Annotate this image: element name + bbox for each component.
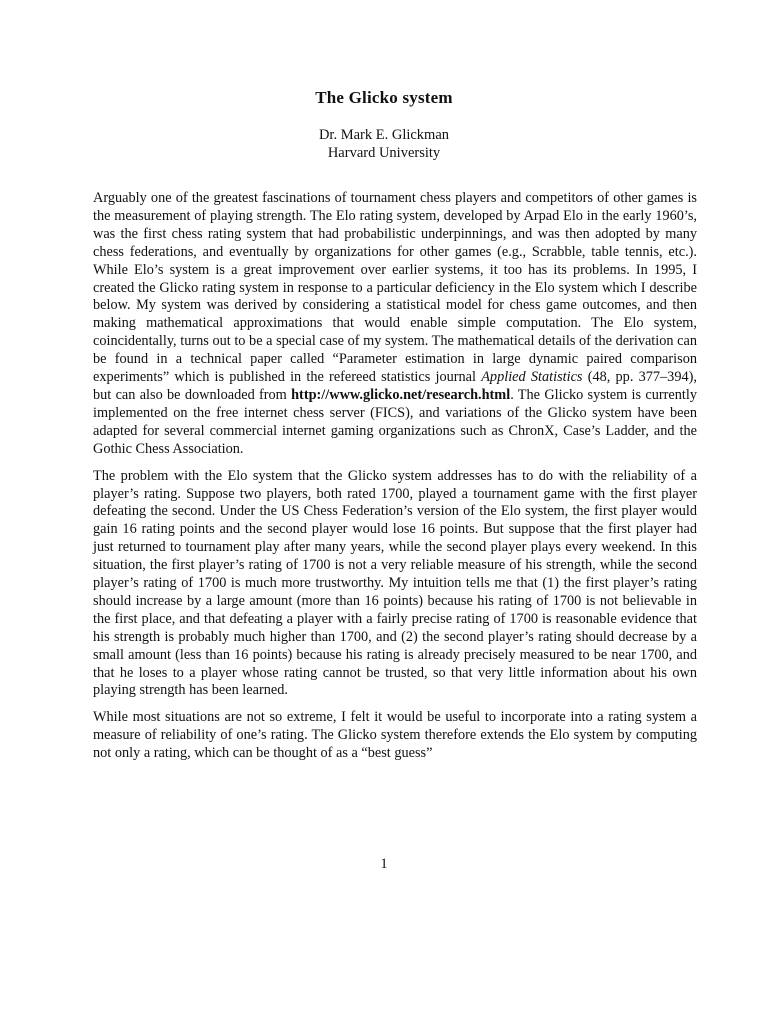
author-name: Dr. Mark E. Glickman [318,127,450,143]
intro-text-continued: (48, pp. 377–394), but can also be downloaded from [93,369,697,403]
author-affiliation: Harvard University [327,145,441,161]
intro-text-end: . The Glicko system is currently implemented on the free internet chess server (FICS), and variations of the Glicko system have been adapted for several commercial internet gaming organizations such as ChronX, Case’s Ladder, and the Gothic Chess Association. [93,386,697,457]
paragraph-intro [93,190,697,459]
journal-name: Applied Statistics [481,369,583,386]
paragraph-extension: While most situations are not so extreme, I felt it would be useful to incorporate into a rating system a measure of reliability of one’s rating. The Glicko system therefore extends the Elo system by computing not only a rating, which can be thought of as a “best guess” [93,709,697,762]
page-number: 1 [380,856,388,872]
document-title: The Glicko system [315,88,453,107]
author-block [0,126,768,162]
research-url-link[interactable]: http://www.glicko.net/research.html [291,386,511,403]
paragraph-problem: The problem with the Elo system that the Glicko system addresses has to do with the reliability of a player’s rating. Suppose two players, both rated 1700, played a tournament game with the first player defeating the second. Under the US Chess Federation’s version of the Elo system, the first player would gain 16 rating points and the second player would lose 16 points. But suppose that the first player had just returned to tournament play after many years, while the second player plays every weekend. In this situation, the first player’s rating of 1700 is not a very reliable measure of his strength, while the second player’s rating of 1700 is much more trustworthy. My intuition tells me that (1) the first player’s rating should increase by a large amount (more than 16 points) because his rating of 1700 is not believable in the first place, and that defeating a player with a fairly precise rating of 1700 is reasonable evidence that his strength is probably much higher than 1700, and (2) the second player’s rating should decrease by a small amount (less than 16 points) because his rating is already precisely measured to be near 1700, and that he loses to a player whose rating cannot be trusted, so that very little information about his own playing strength has been learned. [93,467,697,699]
intro-text: Arguably one of the greatest fascinations of tournament chess players and competitors of other games is the measurement of playing strength. The Elo rating system, developed by Arpad Elo in the early 1960’s, was the first chess rating system that had probabilistic underpinnings, and was then adopted by many chess federations, and eventually by organizations for other games (e.g., Scrabble, table tennis, etc.). While Elo’s system is a great improvement over earlier systems, it too has its problems. In 1995, I created the Glicko rating system in response to a particular deficiency in the Elo system which I describe below. My system was derived by considering a statistical model for chess game outcomes, and then making mathematical approximations that would enable simple computation. The Elo system, coincidentally, turns out to be a special case of my system. The mathematical details of the derivation can be found in a technical paper called “Parameter estimation in large dynamic paired comparison experiments” which is published in the refereed statistics journal [93,190,697,386]
document-body [93,190,697,772]
